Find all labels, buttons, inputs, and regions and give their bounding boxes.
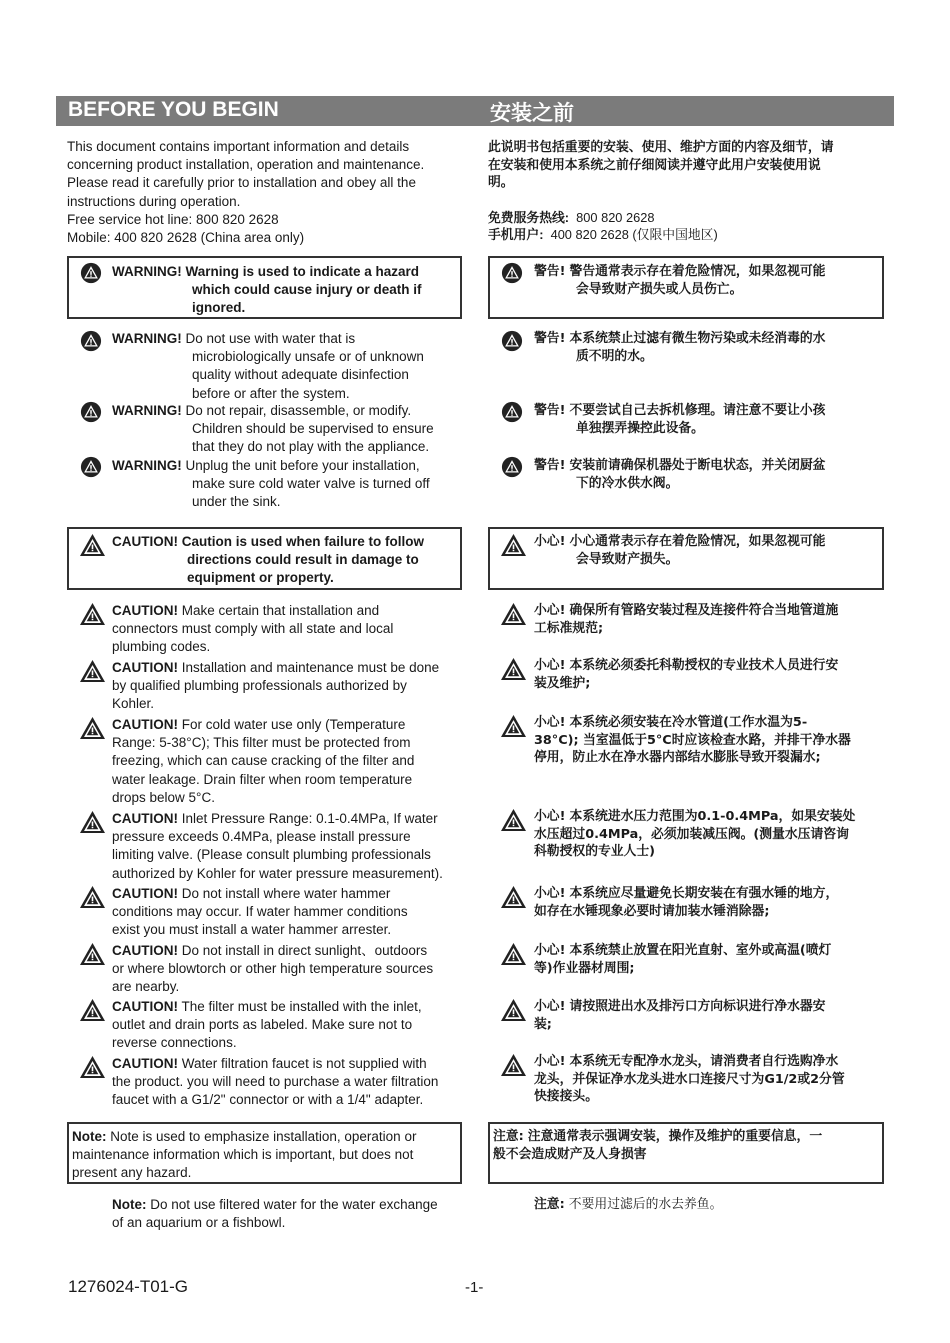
caution-triangle-icon <box>500 885 527 909</box>
note-cn: 注意: 不要用过滤后的水去养鱼。 <box>534 1197 723 1212</box>
warning-circle-icon <box>79 401 103 423</box>
caution-triangle-icon <box>79 602 106 626</box>
warning-definition-cn: 警告! 警告通常表示存在着危险情况，如果忽视可能 会导致财产损失或人员伤亡。 <box>534 264 826 297</box>
warning-item-en: WARNING! Unplug the unit before your installation, make sure cold water valve is turned off under the sink. <box>112 458 430 510</box>
warning-circle-icon <box>500 456 524 478</box>
intro-cn-line: 此说明书包括重要的安装、使用、维护方面的内容及细节，请 <box>488 139 834 154</box>
caution-triangle-icon <box>500 602 527 626</box>
caution-item-en: CAUTION! Inlet Pressure Range: 0.1-0.4MPa, If water pressure exceeds 0.4MPa, please install pressure limiting valve. (Please consult plumbing professionals authorized by Kohler for water pressure measurement). <box>112 811 443 881</box>
intro-en-line: concerning product installation, operation and maintenance. <box>67 157 425 173</box>
intro-en-line: Please read it carefully prior to installation and obey all the <box>67 175 416 191</box>
caution-triangle-icon <box>79 533 106 557</box>
warning-circle-icon <box>79 330 103 352</box>
caution-item-cn: 小心! 本系统应尽量避免长期安装在有强水锤的地方， 如存在水锤现象必要时请加装水锤消除器; <box>534 886 839 919</box>
intro-cn-line: 明。 <box>488 174 514 189</box>
caution-triangle-icon <box>500 657 527 681</box>
note-en: Note: Do not use filtered water for the water exchange of an aquarium or a fishbowl. <box>112 1197 438 1231</box>
warning-item-en: WARNING! Do not repair, disassemble, or modify. Children should be supervised to ensure that they do not play with the appliance. <box>112 403 434 455</box>
caution-triangle-icon <box>500 808 527 832</box>
caution-item-cn: 小心! 请按照进出水及排污口方向标识进行净水器安 装; <box>534 999 826 1032</box>
caution-item-en: CAUTION! The filter must be installed with the inlet, outlet and drain ports as labeled. Make sure not to reverse connections. <box>112 999 422 1051</box>
caution-item-cn: 小心! 本系统无专配净水龙头，请消费者自行选购净水 龙头，并保证净水龙头进水口连接尺寸为G1/2或2分管 快接接头。 <box>534 1054 845 1104</box>
hotline-cn-label: 免费服务热线: <box>488 209 570 225</box>
note-definition-en: Note: Note is used to emphasize installation, operation or maintenance information which is important, but does not present any hazard. <box>72 1129 417 1181</box>
warning-circle-icon <box>500 401 524 423</box>
caution-item-en: CAUTION! Installation and maintenance must be done by qualified plumbing professionals authorized by Kohler. <box>112 660 440 712</box>
warning-item-cn: 警告! 不要尝试自己去拆机修理。请注意不要让小孩 单独摆弄操控此设备。 <box>534 403 826 436</box>
mobile-cn-value: 400 820 2628 (仅限中国地区) <box>550 227 718 242</box>
caution-definition-cn: 小心! 小心通常表示存在着危险情况，如果忽视可能 会导致财产损失。 <box>534 534 826 567</box>
page-number: -1- <box>465 1279 484 1296</box>
intro-en-line: This document contains important information and details <box>67 139 410 154</box>
caution-triangle-icon <box>500 998 527 1022</box>
warning-item-cn: 警告! 安装前请确保机器处于断电状态，并关闭厨盆 下的冷水供水阀。 <box>534 458 826 491</box>
caution-triangle-icon <box>79 885 106 909</box>
mobile-cn-label: 手机用户: <box>488 227 544 242</box>
section-title-cn: 安装之前 <box>490 101 574 125</box>
caution-item-en: CAUTION! Make certain that installation and connectors must comply with all state and local plumbing codes. <box>112 603 394 655</box>
caution-triangle-icon <box>79 716 106 740</box>
caution-item-cn: 小心! 本系统进水压力范围为0.1-0.4MPa，如果安装处 水压超过0.4MPa，必须加装减压阀。(测量水压请咨询 科勒授权的专业人士) <box>534 809 856 859</box>
caution-triangle-icon <box>79 998 106 1022</box>
section-title-en: BEFORE YOU BEGIN <box>68 98 279 121</box>
caution-triangle-icon <box>500 942 527 966</box>
caution-item-cn: 小心! 本系统必须委托科勒授权的专业技术人员进行安 装及维护; <box>534 658 839 691</box>
intro-en <box>67 138 424 247</box>
caution-item-en: CAUTION! Do not install in direct sunlight、outdoors or where blowtorch or other high temperature sources are nearby. <box>112 943 434 995</box>
hotline-cn-value: 800 820 2628 <box>576 209 655 225</box>
intro-cn-line: 在安装和使用本系统之前仔细阅读并遵守此用户安装使用说 <box>488 156 821 172</box>
hotline-en: Free service hot line: 800 820 2628 <box>67 211 279 227</box>
caution-item-cn: 小心! 确保所有管路安装过程及连接件符合当地管道施 工标准规范; <box>534 603 839 636</box>
caution-triangle-icon <box>500 533 527 557</box>
intro-en-line: instructions during operation. <box>67 193 241 209</box>
mobile-en: Mobile: 400 820 2628 (China area only) <box>67 230 305 246</box>
caution-definition-en: CAUTION! Caution is used when failure to follow directions could result in damage to equipment or property. <box>112 534 425 586</box>
warning-definition-en: WARNING! Warning is used to indicate a hazard which could cause injury or death if ignored. <box>112 264 422 316</box>
caution-triangle-icon <box>500 1053 527 1077</box>
caution-item-en: CAUTION! Water filtration faucet is not supplied with the product. you will need to purchase a water filtration faucet with a G1/2" connector or with a 1/4" adapter. <box>112 1056 439 1108</box>
caution-triangle-icon <box>79 942 106 966</box>
caution-item-en: CAUTION! Do not install where water hammer conditions may occur. If water hammer conditions exist you must install a water hammer arrester. <box>112 886 408 938</box>
warning-circle-icon <box>79 262 103 284</box>
caution-triangle-icon <box>79 810 106 834</box>
caution-item-cn: 小心! 本系统必须安装在冷水管道(工作水温为5- 38°C); 当室温低于5°C时应该检查水路，并排干净水器 停用，防止水在净水器内部结水膨胀导致开裂漏水; <box>534 715 851 765</box>
caution-item-en: CAUTION! For cold water use only (Temperature Range: 5-38°C); This filter must be protected from freezing, which can cause cracking of the filter and water leakage. Drain filter when room temperature drops below 5°C. <box>112 717 415 805</box>
section-header <box>56 96 894 126</box>
note-definition-cn: 注意: 注意通常表示强调安装，操作及维护的重要信息，一 般不会造成财产及人身损害 <box>493 1129 823 1162</box>
caution-triangle-icon <box>500 714 527 738</box>
warning-item-cn: 警告! 本系统禁止过滤有微生物污染或未经消毒的水 质不明的水。 <box>534 331 826 364</box>
warning-circle-icon <box>79 456 103 478</box>
caution-triangle-icon <box>79 1055 106 1079</box>
warning-circle-icon <box>500 330 524 352</box>
caution-item-cn: 小心! 本系统禁止放置在阳光直射、室外或高温(喷灯 等)作业器材周围; <box>534 943 832 976</box>
document-code: 1276024-T01-G <box>68 1277 189 1296</box>
caution-triangle-icon <box>79 659 106 683</box>
warning-item-en: WARNING! Do not use with water that is microbiologically unsafe or of unknown quality without adequate disinfection before or after the system. <box>112 331 424 401</box>
intro-cn <box>488 138 834 244</box>
warning-circle-icon <box>500 262 524 284</box>
